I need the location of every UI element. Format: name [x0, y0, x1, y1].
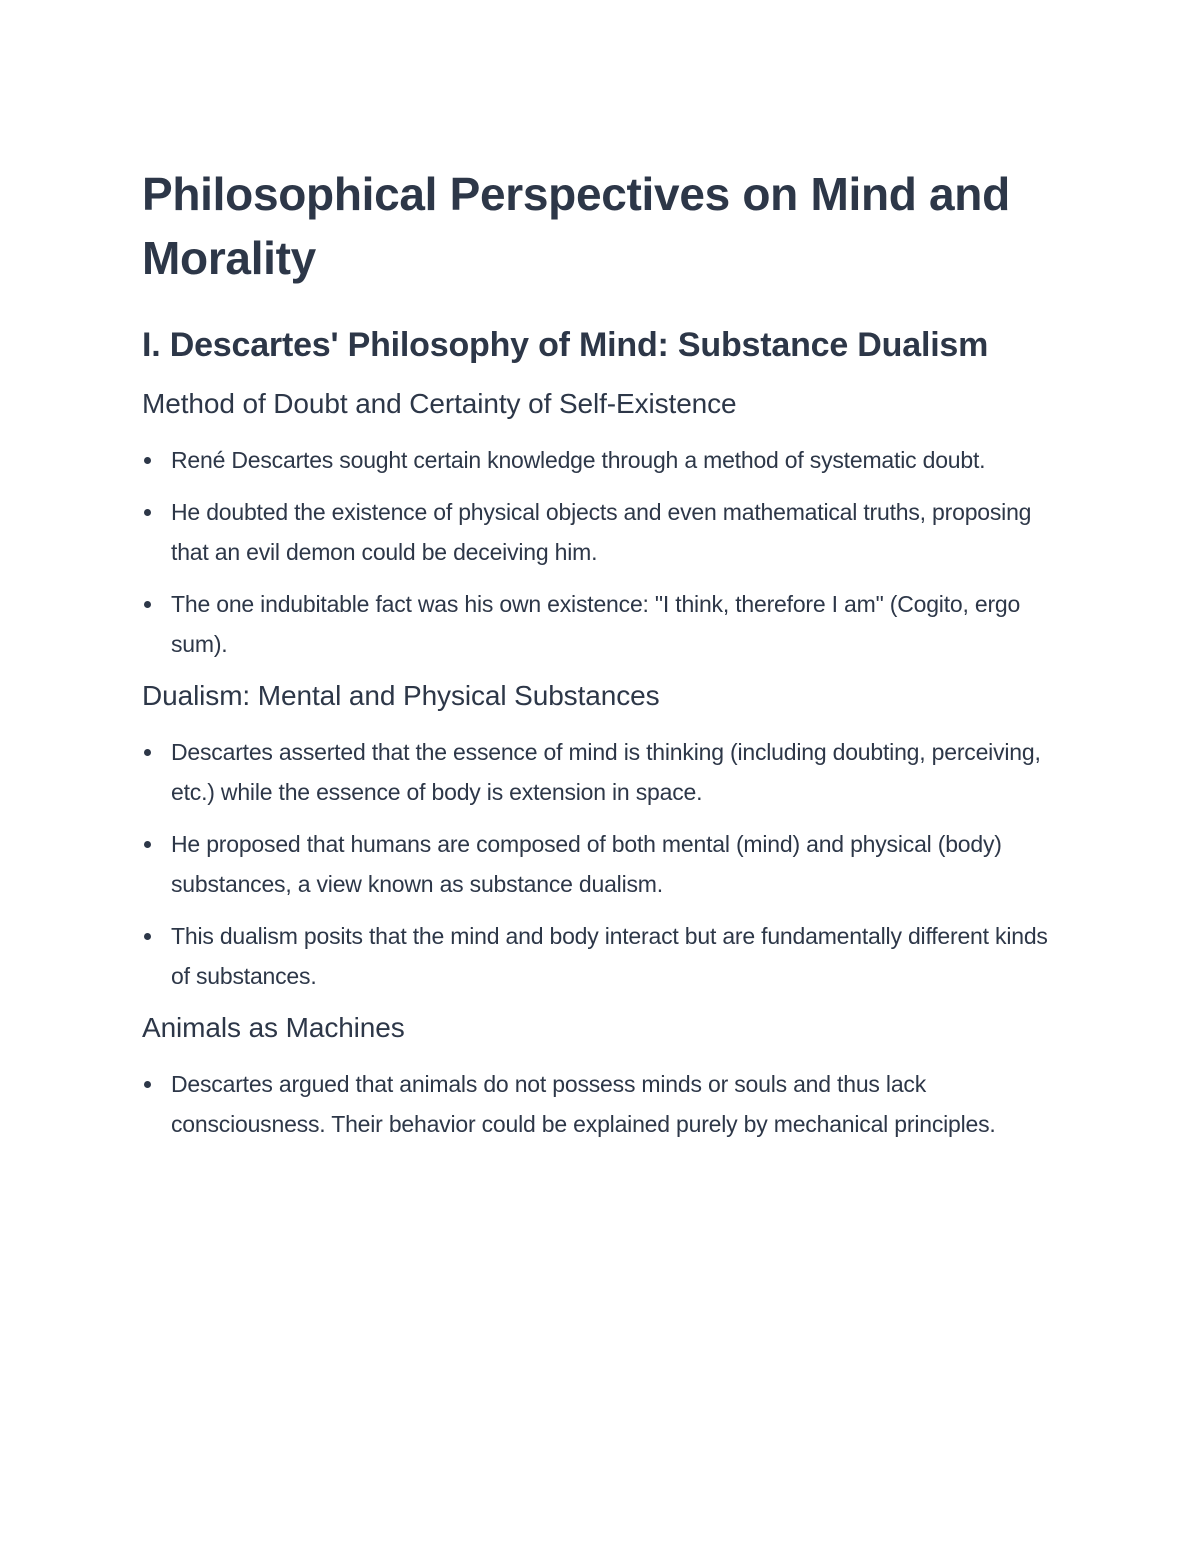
list-item — [142, 584, 1062, 664]
list-item — [142, 916, 1062, 996]
bullet-icon — [144, 457, 151, 464]
list-item-text: He proposed that humans are composed of both mental (mind) and physical (body) substances, a view known as substance dualism. — [171, 831, 1002, 897]
bullet-icon — [144, 601, 151, 608]
section-heading: I. Descartes' Philosophy of Mind: Substance Dualism — [142, 326, 989, 364]
list-item — [142, 1064, 1062, 1144]
bullet-icon — [144, 509, 151, 516]
bullet-list-dualism — [142, 732, 1062, 996]
list-item-text: The one indubitable fact was his own existence: "I think, therefore I am" (Cogito, ergo sum). — [171, 591, 1021, 657]
bullet-list-method-of-doubt — [142, 440, 1062, 664]
list-item-text: Descartes asserted that the essence of mind is thinking (including doubting, perceiving, etc.) while the essence of body is extension in space. — [171, 739, 1041, 805]
subsection-heading-method-of-doubt: Method of Doubt and Certainty of Self-Existence — [142, 388, 737, 419]
bullet-icon — [144, 841, 151, 848]
list-item-text: René Descartes sought certain knowledge through a method of systematic doubt. — [171, 447, 986, 473]
bullet-icon — [144, 933, 151, 940]
subsection-heading-animals-as-machines: Animals as Machines — [142, 1012, 405, 1043]
list-item-text: This dualism posits that the mind and body interact but are fundamentally different kinds of substances. — [171, 923, 1048, 989]
bullet-list-animals-as-machines — [142, 1064, 1062, 1144]
list-item — [142, 824, 1062, 904]
list-item — [142, 440, 1062, 480]
list-item-text: He doubted the existence of physical objects and even mathematical truths, proposing that an evil demon could be deceiving him. — [171, 499, 1032, 565]
document-title: Philosophical Perspectives on Mind and Morality — [142, 168, 1010, 284]
bullet-icon — [144, 749, 151, 756]
subsection-heading-dualism: Dualism: Mental and Physical Substances — [142, 680, 660, 711]
list-item — [142, 732, 1062, 812]
document-page — [142, 162, 1062, 1156]
bullet-icon — [144, 1081, 151, 1088]
list-item-text: Descartes argued that animals do not possess minds or souls and thus lack consciousness. Their behavior could be explained purely by mechanical principles. — [171, 1071, 996, 1137]
list-item — [142, 492, 1062, 572]
